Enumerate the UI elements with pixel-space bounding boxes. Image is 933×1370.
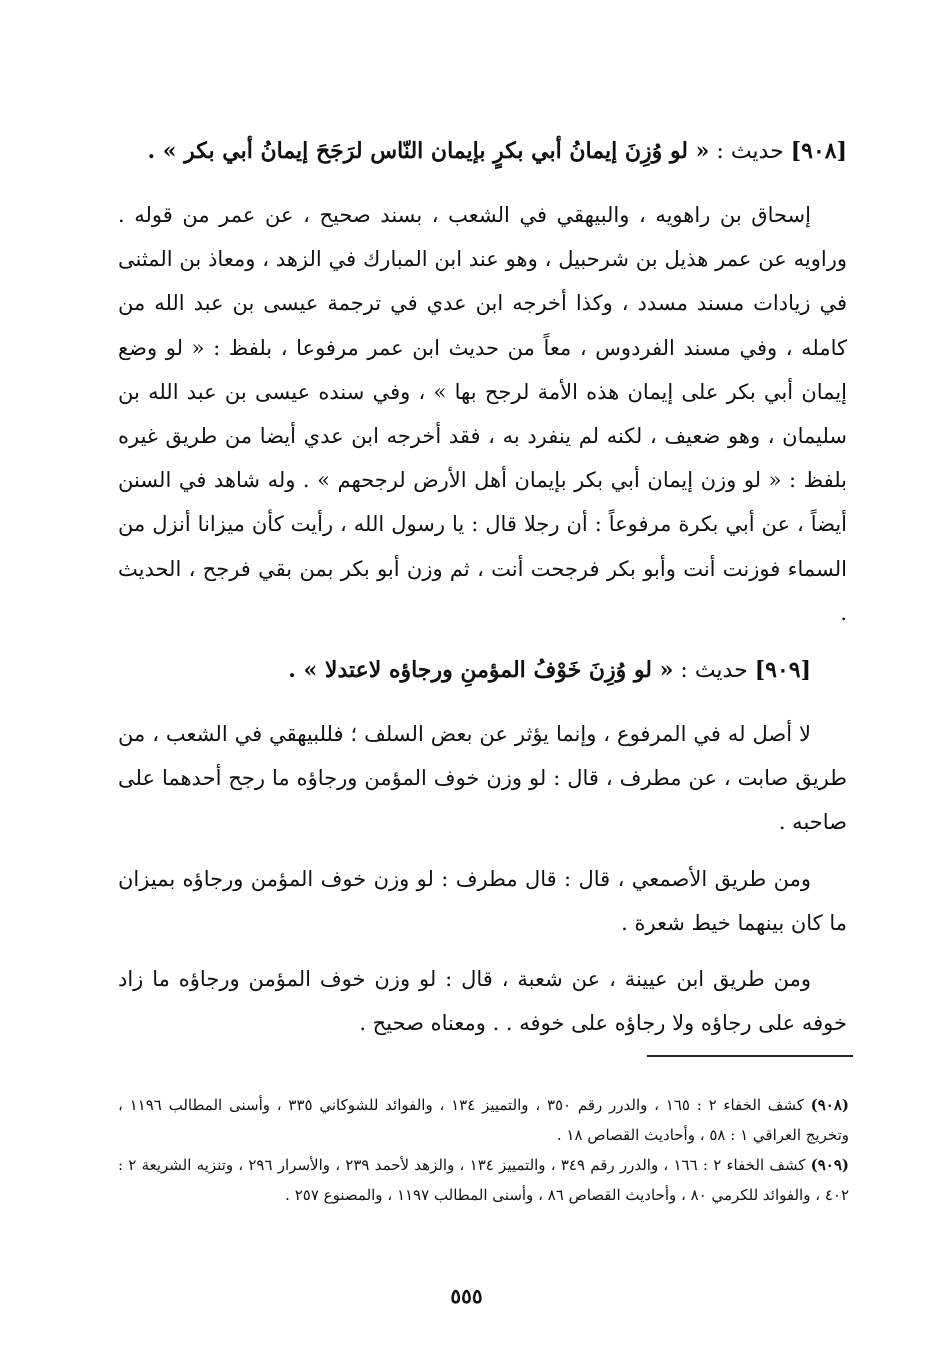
footnote-text: كشف الخفاء ٢ : ١٦٥ ، والدرر رقم ٣٥٠ ، والتمييز ١٣٤ ، والفوائد للشوكاني ٣٣٥ ، وأسنى المطالب ١١٩٦ ، وتخريج العراقي ١ : ٥٨ ، وأحاديث القصاص ١٨ . bbox=[118, 1096, 849, 1144]
footnote-number: (٩٠٩) bbox=[810, 1156, 850, 1174]
hadith-909-commentary-2: ومن طريق الأصمعي ، قال : قال مطرف : لو وزن خوف المؤمن ورجاؤه بميزان ما كان بينهما خيط شعرة . bbox=[118, 866, 847, 935]
hadith-909-label: حديث : bbox=[680, 658, 748, 684]
hadith-908-heading bbox=[118, 128, 847, 175]
hadith-909-text: « لو وُزِنَ خَوْفُ المؤمنِ ورجاؤه لاعتدلا » . bbox=[288, 657, 674, 684]
footnote-divider bbox=[647, 1055, 853, 1057]
hadith-909-commentary-3: ومن طريق ابن عيينة ، عن شعبة ، قال : لو وزن خوف المؤمن ورجاؤه ما زاد خوفه على رجاؤه ولا رجاؤه على خوفه . . ومعناه صحيح . bbox=[118, 967, 847, 1036]
footnote-text: كشف الخفاء ٢ : ١٦٦ ، والدرر رقم ٣٤٩ ، والتمييز ١٣٤ ، والزهد لأحمد ٢٣٩ ، والأسرار ٢٩٦ ، وتنزيه الشريعة ٢ : ٤٠٢ ، والفوائد للكرمي ٨٠ ، وأحاديث القصاص ٨٦ ، وأسنى المطالب ١١٩٧ ، والمصنوع ٢٥٧ . bbox=[118, 1156, 849, 1204]
page-number: ٥٥٥ bbox=[450, 1284, 483, 1308]
hadith-908-commentary: إسحاق بن راهويه ، والبيهقي في الشعب ، بسند صحيح ، عن عمر من قوله . وراويه عن عمر هذيل بن شرحبيل ، وهو عند ابن المبارك في الزهد ، ومعاذ بن المثنى في زيادات مسند مسدد ، وكذا أخرجه ابن عدي في ترجمة عيسى بن عبد الله من كامله ، وفي مسند الفردوس ، معاً من حديث ابن عمر مرفوعا ، بلفظ : « لو وضع إيمان أبي بكر على إيمان هذه الأمة لرجح بها » ، وفي سنده عيسى بن عبد الله بن سليمان ، وهو ضعيف ، لكنه لم ينفرد به ، فقد أخرجه ابن عدي أيضا من طريق غيره بلفظ : « لو وزن إيمان أبي بكر بإيمان أهل الأرض لرجحهم » . وله شاهد في السنن أيضاً ، عن أبي بكرة مرفوعاً : أن رجلا قال : يا رسول الله ، رأيت كأن ميزانا أنزل من السماء فوزنت أنت وأبو بكر فرجحت أنت ، ثم وزن أبو بكر بمن بقي فرجح ، الحديث . bbox=[118, 203, 848, 625]
footnote-908 bbox=[118, 1090, 849, 1150]
hadith-908-number: [٩٠٨] bbox=[790, 138, 847, 164]
footnote-number: (٩٠٨) bbox=[810, 1096, 850, 1114]
footnotes bbox=[118, 1090, 849, 1210]
hadith-908-text: « لو وُزِنَ إيمانُ أبي بكرٍ بإيمان النّاس لرَجَحَ إيمانُ أبي بكر » . bbox=[147, 138, 710, 164]
hadith-909-heading bbox=[118, 647, 847, 694]
hadith-908-label: حديث : bbox=[716, 139, 784, 164]
hadith-909-commentary-1: لا أصل له في المرفوع ، وإنما يؤثر عن بعض السلف ؛ فللبيهقي في الشعب ، من طريق صابت ، عن مطرف ، قال : لو وزن خوف المؤمن ورجاؤه ما رجح أحدهما على صاحبه . bbox=[118, 722, 847, 835]
footnote-909 bbox=[118, 1150, 849, 1210]
hadith-909-number: [٩٠٩] bbox=[754, 657, 811, 684]
